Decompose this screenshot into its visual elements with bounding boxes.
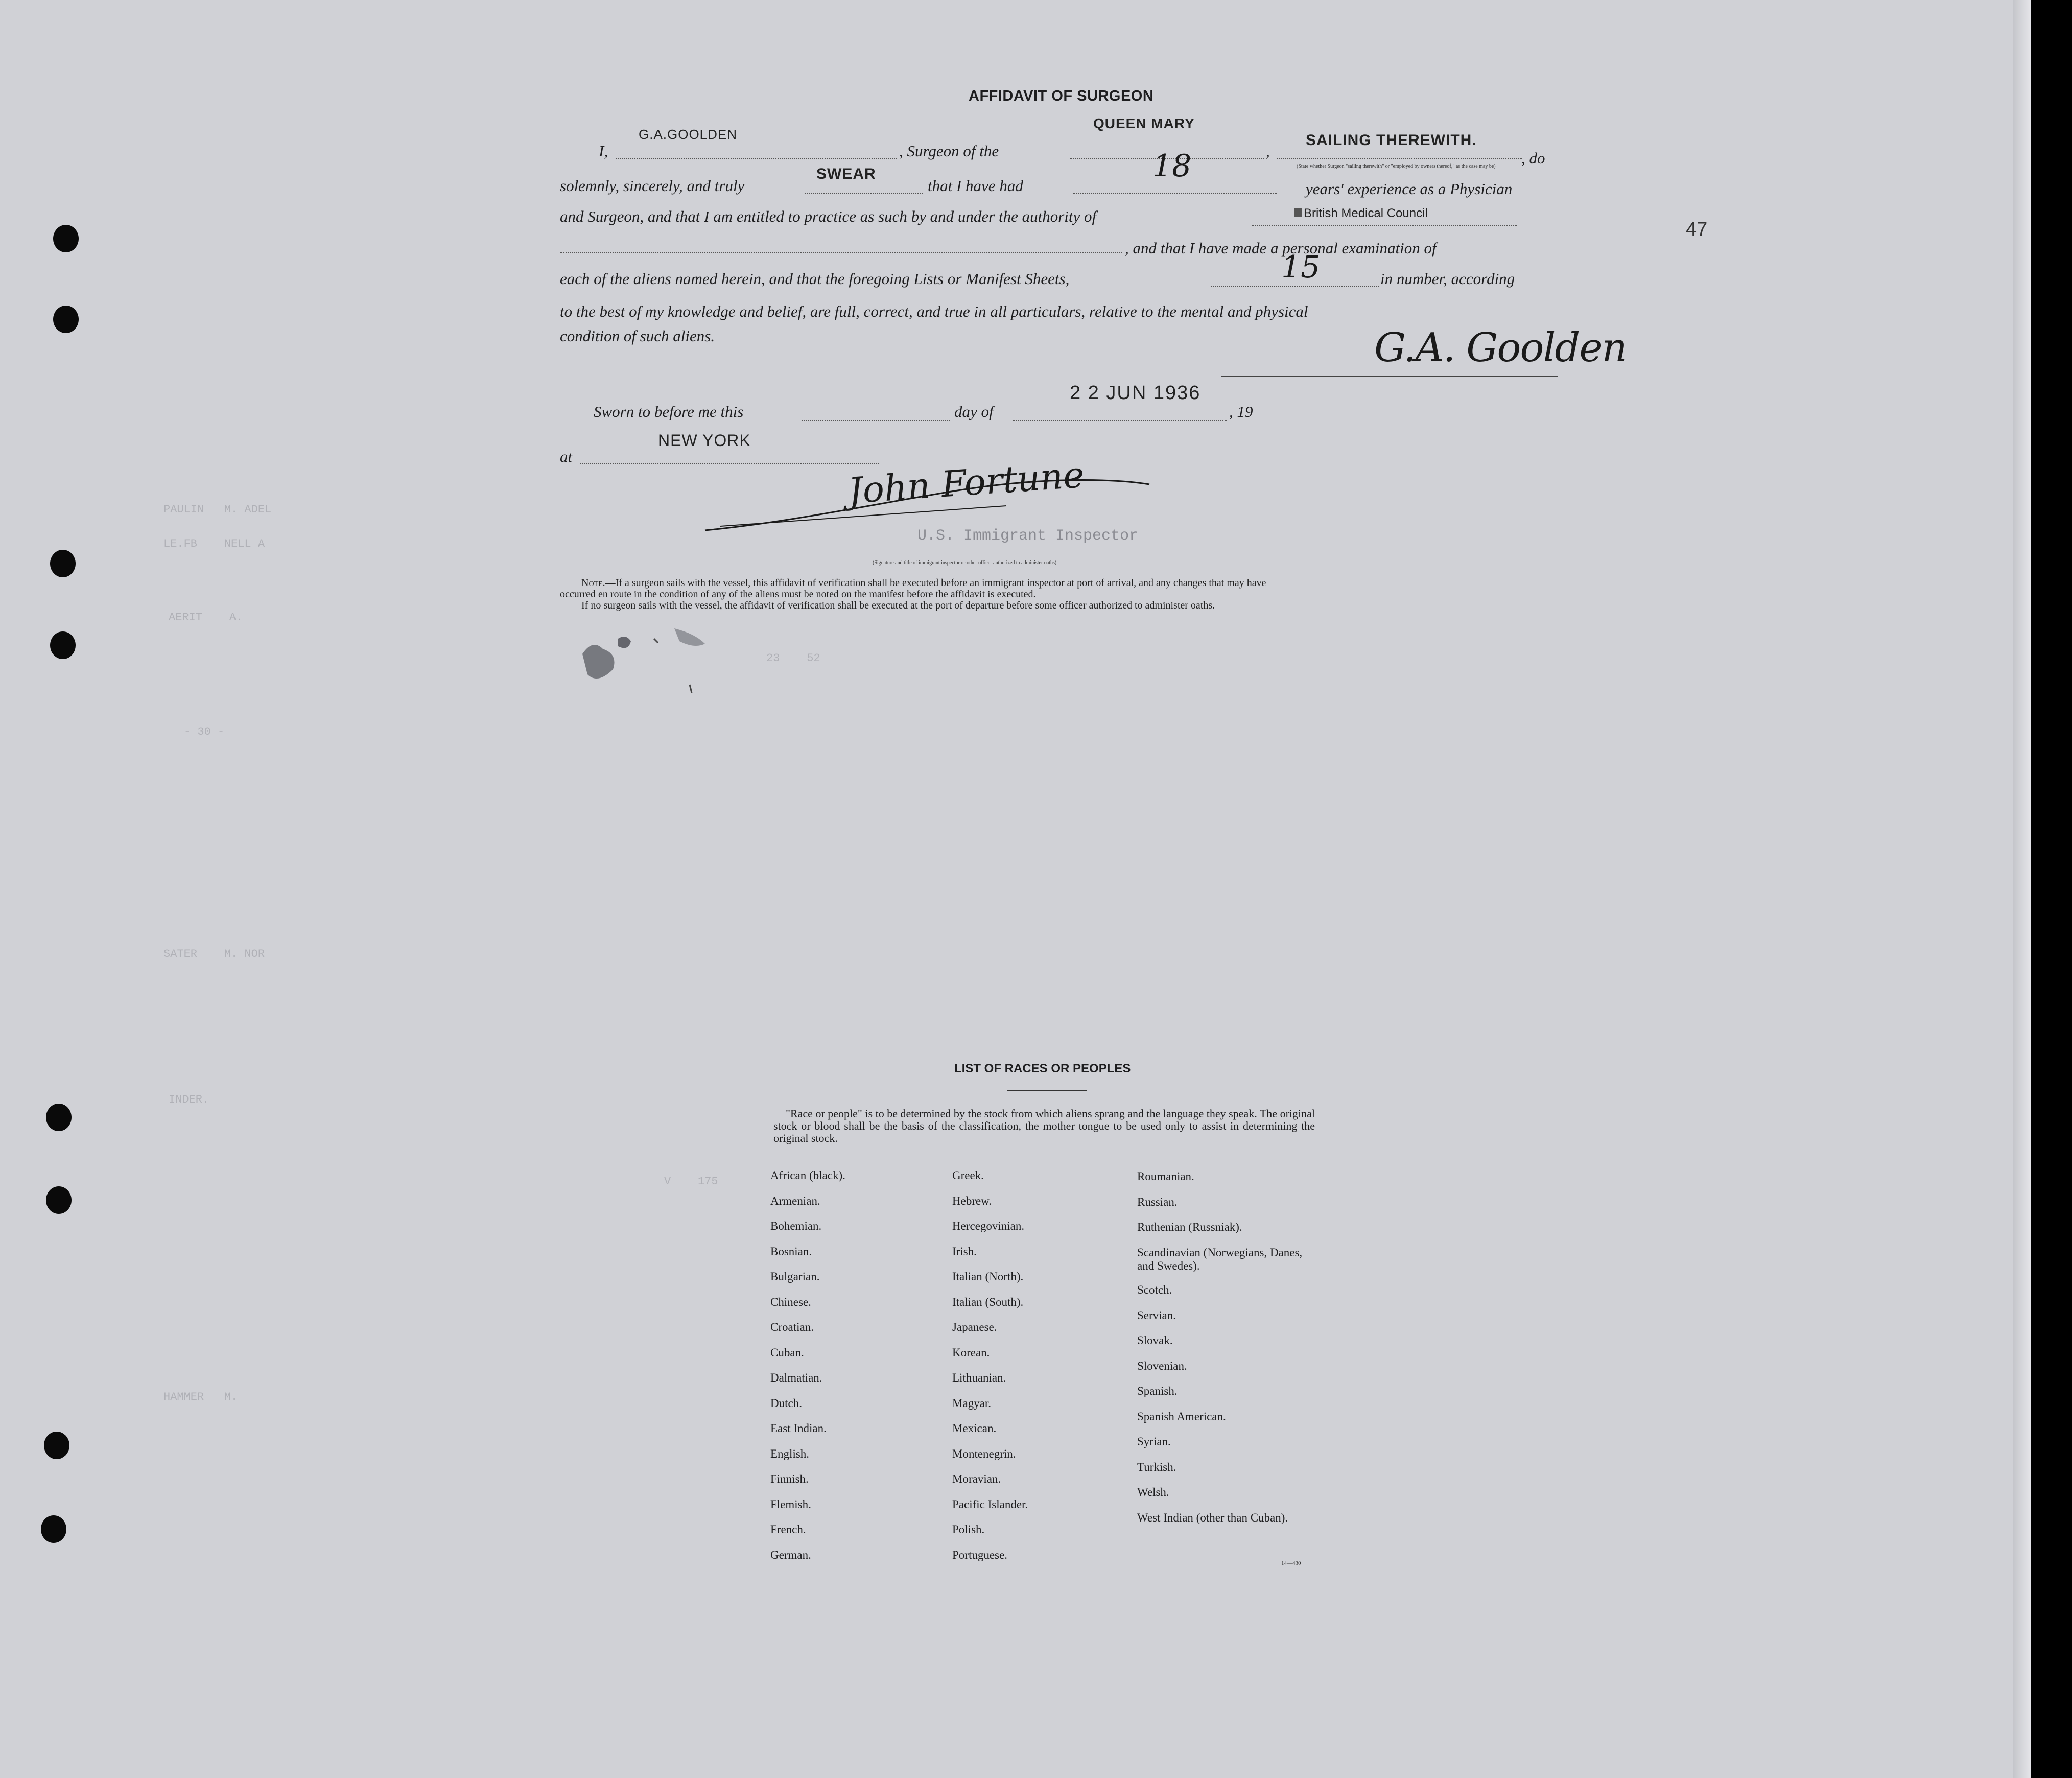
inspector-title: U.S. Immigrant Inspector [917,527,1139,545]
affidavit-title: AFFIDAVIT OF SURGEON [969,88,1154,104]
race-entry: Hercegovinian. [952,1220,1025,1232]
race-entry: Magyar. [952,1396,992,1410]
race-entry: Welsh. [1137,1486,1169,1499]
race-entry: English. [770,1447,810,1460]
surgeon-of-label: , Surgeon of the [899,142,999,160]
race-entry: Chinese. [770,1295,811,1308]
race-entry: Croatian. [770,1321,814,1334]
races-title-rule [1007,1090,1087,1091]
punch-hole [53,306,79,333]
line1-do: , do [1521,149,1545,167]
race-entry: West Indian (other than Cuban). [1137,1511,1288,1524]
surgeon-signature: G.A. Goolden [1374,325,1627,371]
race-entry: Russian. [1137,1195,1178,1208]
race-entry: Portuguese. [952,1548,1007,1561]
line5-end: in number, according [1380,270,1515,288]
race-entry: Armenian. [770,1194,820,1207]
race-entry: Greek. [952,1169,984,1182]
punch-hole [41,1515,66,1543]
race-entry: Servian. [1137,1308,1176,1322]
race-entry: Dutch. [770,1396,802,1410]
race-entry: Spanish. [1137,1385,1178,1397]
race-entry: Hebrew. [952,1194,992,1207]
race-entry: Montenegrin. [952,1447,1016,1460]
races-title: LIST OF RACES OR PEOPLES [954,1062,1131,1075]
ship-name: QUEEN MARY [1093,115,1195,131]
race-entry: Scandinavian (Norwegians, Danes, and Swedes). [1137,1246,1303,1272]
race-entry: Irish. [952,1245,977,1258]
race-entry: Mexican. [952,1422,997,1435]
race-entry: Roumanian. [1137,1170,1194,1183]
inspector-caption: (Signature and title of immigrant inspector or other officer authorized to administer oaths) [873,560,1057,566]
race-entry: East Indian. [770,1422,827,1435]
line3-end: years' experience as a Physician [1306,180,1513,198]
race-entry: Cuban. [770,1346,804,1359]
punch-hole [46,1104,72,1131]
ink-blot [572,623,725,705]
punch-hole [53,225,79,252]
sailing-status: SAILING THEREWITH. [1306,132,1477,149]
sworn-19: , 19 [1229,403,1253,420]
race-entry: Finnish. [770,1472,809,1485]
punch-hole [44,1432,69,1459]
sailing-status-note: (State whether Surgeon "sailing therewith" or "employed by owners thereof," as the case may be) [1297,163,1496,169]
line6: to the best of my knowledge and belief, are full, correct, and true in all particulars, relative to the mental and physical [560,302,1308,320]
race-entry: Flemish. [770,1498,811,1511]
race-entry: Slovenian. [1137,1359,1187,1372]
punch-hole [46,1186,72,1214]
race-entry: Syrian. [1137,1435,1171,1448]
note-line-2: occurred en route in the condition of any of the aliens must be noted on the manifest before the affidavit is executed. [560,589,1036,600]
note-line-1: —If a surgeon sails with the vessel, this affidavit of verification shall be executed before an immigrant inspector at port of arrival, and any changes that may have [605,577,1266,589]
race-entry: Italian (North). [952,1270,1024,1283]
race-entry: Bosnian. [770,1245,812,1258]
line1-comma: , [1266,142,1270,160]
affidavit-i-label: I, [599,142,608,160]
sworn-place: NEW YORK [658,431,751,450]
line3-start-visible: and Surgeon, and that I am entitled to practice as such by and under the authority of [560,207,1097,225]
race-entry: Dalmatian. [770,1371,822,1384]
race-entry: Turkish. [1137,1460,1176,1473]
authority-stamp-mark [1294,208,1302,217]
race-entry: Italian (South). [952,1295,1024,1308]
sworn-day-of: day of [954,403,994,420]
sheet-count: 15 [1281,249,1321,285]
at-label: at [560,448,573,465]
race-entry: Slovak. [1137,1334,1173,1347]
note-label: Note. [581,577,605,589]
races-intro: "Race or people" is to be determined by the stock from which aliens sprang and the language they speak. The original stock or blood shall be the basis of the classification, the mother tongue to be used only to assist in determining the original stock. [773,1107,1315,1144]
race-entry: Pacific Islander. [952,1498,1028,1511]
line2-mid: that I have had [928,177,1023,195]
line4: , and that I have made a personal examination of [1125,239,1437,257]
race-entry: Bohemian. [770,1220,822,1232]
race-entry: Ruthenian (Russniak). [1137,1221,1242,1233]
sworn-date: 2 2 JUN 1936 [1070,382,1201,404]
surgeon-name: G.A.GOOLDEN [639,127,738,142]
race-entry: German. [770,1548,811,1561]
inspector-signature: John Fortune [846,453,1086,512]
sworn-start: Sworn to before me this [594,403,744,420]
race-entry: Lithuanian. [952,1371,1006,1384]
form-number: 14—430 [1281,1560,1301,1566]
race-entry: Spanish American. [1137,1410,1226,1423]
page-number: 47 [1686,219,1708,240]
years-experience: 18 [1152,148,1192,184]
note-line-3: If no surgeon sails with the vessel, the affidavit of verification shall be executed at the port of departure before some officer authorized to administer oaths. [581,600,1215,611]
race-entry: French. [770,1523,806,1536]
race-entry: Japanese. [952,1321,997,1334]
punch-hole [50,631,76,659]
document-page: PAULIN M. ADEL LE.FB NELL A AERIT A. - 30 - SATER M. NOR INDER. HAMMER M. V 175 23 52 47 AFFIDAVIT OF SURGEON I, G.A.GOOLDEN , Surgeon of the QUEEN MARY , SAILING THEREWITH. , do (State whether Surgeon "sailing therewith" or "employed by owners thereof," as the case may be) solemnly, sincerely, and truly SWEAR that I have had 18 years' experience as a Physician and Surgeon, and that I am entitled to practice as such by and under the authority of British Medical Council , and that I have made a personal examination of each of the aliens named herein, and that the foregoing Lists or Manifest Sheets, 15 in number, according to the best of my knowledge and belief, are full, correct, and true in all particulars, relative to the mental and physical condition of such aliens. G.A. Goolden Sworn to before me this day of 2 2 JUN 1936 , 19 at NEW YORK John Fortune U.S. Immigrant Inspector (Signature and title of immigrant inspector or other officer authorized to administer oaths) Note.—If a surgeon sails with the vessel, this affidavit of verification shall be executed before an immigrant inspector at port of arrival, and any changes that may have occurred en route in the condition of any of the aliens must be noted on the manifest before the affidavit is executed. If no surgeon sails with the vessel, the affidavit of verification shall be executed at the port of departure before some officer authorized to administer oaths. LIST OF RACES OR PEOPLES "Race or people" is to be determined by the stock from which aliens sprang and the language they speak. The original stock or blood shall be the basis of the classification, the mother tongue to be used only to assist in determining the original stock. African (black). Armenian. Bohemian. Bosnian. Bulgarian. Chinese. Croatian. Cuban. Dalmatian. Dutch. East Indian. English. Finnish. Flemish. French. German. Greek. Hebrew. Hercegovinian. Irish. Italian (North). Italian (South). Japanese. Korean. Lithuanian. Magyar. Mexican. Montenegrin. Moravian. Pacific Islander. Polish. Portuguese. Roumanian. Russian. Ruthenian (Russniak). Scandinavian (Norwegians, Danes, and Swedes). Scotch. Servian. Slovak. Slovenian. Spanish. Spanish American. Syrian. Turkish. Welsh. West Indian (other than Cuban). 14—430 [0,0,2031,1778]
line7: condition of such aliens. [560,327,715,345]
affidavit-note [560,577,1546,611]
line5-start: each of the aliens named herein, and that the foregoing Lists or Manifest Sheets, [560,270,1070,288]
race-entry: Korean. [952,1346,990,1359]
page-edge [2013,0,2031,1778]
licensing-authority: British Medical Council [1304,206,1428,220]
line2-start: solemnly, sincerely, and truly [560,177,745,195]
oath-word: SWEAR [816,166,876,182]
race-entry: African (black). [770,1169,845,1182]
race-entry: Bulgarian. [770,1270,820,1283]
race-entry: Scotch. [1137,1283,1172,1296]
race-entry: Polish. [952,1523,985,1536]
punch-hole [50,550,76,577]
race-entry: Moravian. [952,1472,1001,1485]
